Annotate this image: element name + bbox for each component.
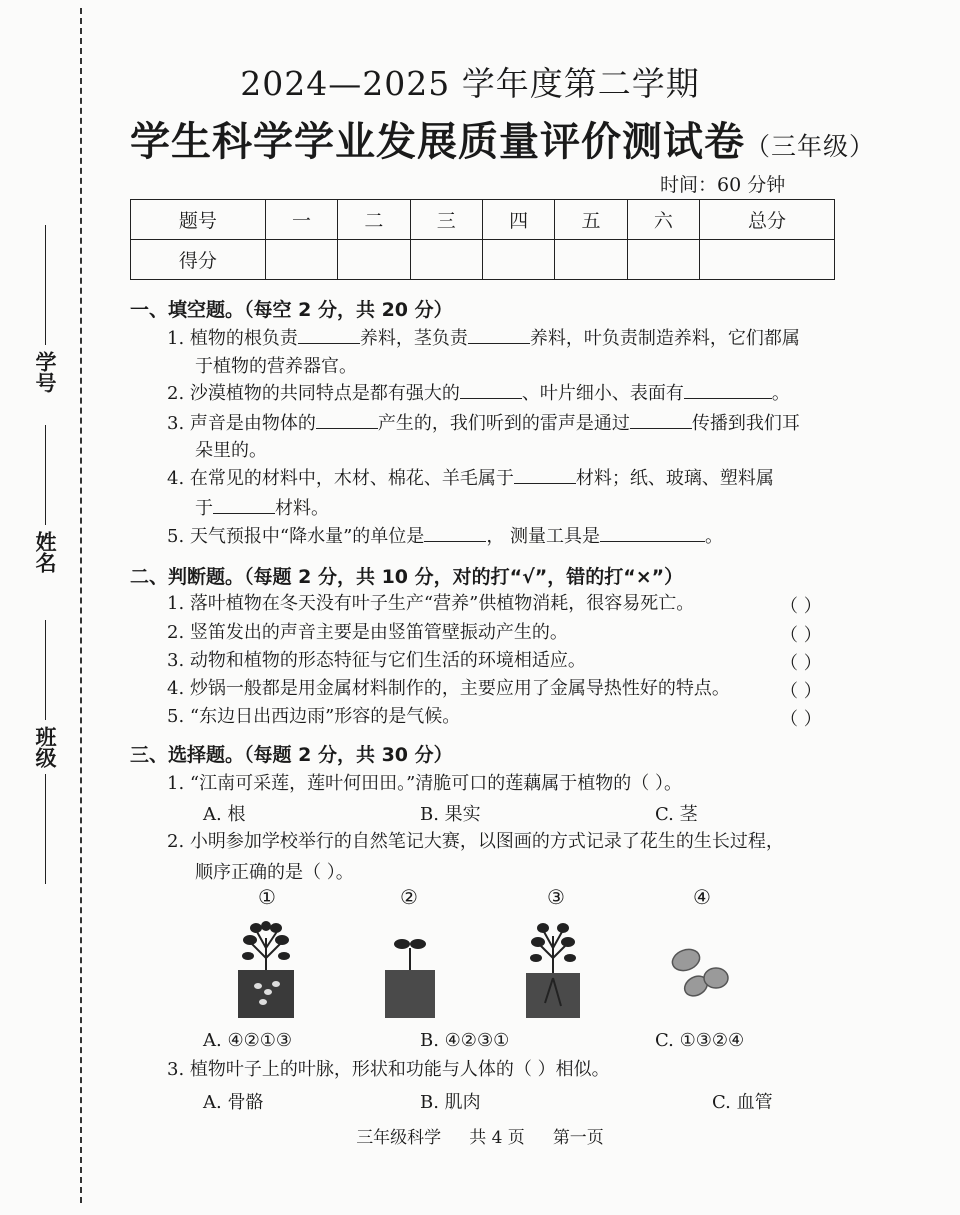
score-cell[interactable] xyxy=(627,240,699,280)
score-cell[interactable] xyxy=(338,240,410,280)
footer-page-number: 第一页 xyxy=(552,1128,604,1148)
grade-label: （三年级） xyxy=(745,132,876,161)
student-id-label: 学号 xyxy=(33,351,57,393)
option-a[interactable]: A. 根 xyxy=(203,804,246,825)
score-label-cell: 得分 xyxy=(131,240,266,280)
option-a[interactable]: A. 骨骼 xyxy=(203,1092,264,1113)
peanut-plant-flowering-image xyxy=(525,918,581,1020)
choice-question-3: 3. 植物叶子上的叶脉，形状和功能与人体的（ ）相似。 xyxy=(167,1059,610,1080)
answer-blank[interactable] xyxy=(514,465,576,484)
figure-number: ① xyxy=(258,885,276,909)
figure-number: ② xyxy=(400,885,418,909)
footer-subject: 三年级科学 xyxy=(356,1128,442,1148)
header-cell: 题号 xyxy=(131,200,266,240)
exam-term-title: 2024—2025 学年度第二学期 xyxy=(240,64,700,103)
header-cell: 五 xyxy=(555,200,627,240)
fill-question-5: 5. 天气预报中“降水量”的单位是 ， 测量工具是 。 xyxy=(167,523,723,549)
student-id-field xyxy=(30,225,60,399)
judge-question: 1. 落叶植物在冬天没有叶子生产“营养”供植物消耗，很容易死亡。 xyxy=(167,593,695,614)
choice-question-2: 2. 小明参加学校举行的自然笔记大赛，以图画的方式记录了花生的生长过程， xyxy=(167,831,784,852)
option-b[interactable]: B. ④②③① xyxy=(420,1030,510,1051)
answer-blank[interactable] xyxy=(684,380,772,399)
section-choice-heading: 三、选择题。（每题 2 分，共 30 分） xyxy=(130,744,453,766)
option-a[interactable]: A. ④②①③ xyxy=(203,1030,292,1051)
name-field xyxy=(30,425,60,579)
page-footer xyxy=(0,1123,960,1148)
judge-question: 4. 炒锅一般都是用金属材料制作的，主要应用了金属导热性好的特点。 xyxy=(167,678,730,699)
answer-blank[interactable] xyxy=(468,325,530,344)
answer-parens[interactable]: （ ） xyxy=(780,596,822,617)
score-table-header-row xyxy=(131,200,835,240)
peanut-seedling-image xyxy=(384,930,436,1020)
choice-question-1: 1. “江南可采莲，莲叶何田田。”清脆可口的莲藕属于植物的（ ）。 xyxy=(167,773,683,794)
class-label: 班级 xyxy=(33,726,57,768)
judge-question: 5. “东边日出西边雨”形容的是气候。 xyxy=(167,706,461,727)
fill-question-2: 2. 沙漠植物的共同特点是都有强大的 、叶片细小、表面有 。 xyxy=(167,380,790,406)
answer-blank[interactable] xyxy=(316,410,378,429)
section-fill-blank-heading: 一、填空题。（每空 2 分，共 20 分） xyxy=(130,299,453,321)
header-cell: 总分 xyxy=(700,200,835,240)
fill-question-1-cont: 于植物的营养器官。 xyxy=(195,356,357,377)
score-cell[interactable] xyxy=(482,240,554,280)
answer-blank[interactable] xyxy=(213,495,275,514)
answer-blank[interactable] xyxy=(600,523,705,542)
header-cell: 一 xyxy=(265,200,337,240)
fill-question-4: 4. 在常见的材料中，木材、棉花、羊毛属于 材料；纸、玻璃、塑料属 xyxy=(167,465,774,491)
peanut-plant-mature-image xyxy=(236,918,296,1020)
figure-number: ④ xyxy=(693,885,711,909)
footer-total-pages: 共 4 页 xyxy=(469,1128,525,1148)
judge-question: 2. 竖笛发出的声音主要是由竖笛管壁振动产生的。 xyxy=(167,622,568,643)
figure-number: ③ xyxy=(547,885,565,909)
header-cell: 三 xyxy=(410,200,482,240)
answer-blank[interactable] xyxy=(298,325,360,344)
answer-parens[interactable]: （ ） xyxy=(780,653,822,674)
fill-question-4-cont: 于 材料。 xyxy=(195,494,329,520)
choice-question-2-cont: 顺序正确的是（ ）。 xyxy=(195,862,354,883)
header-cell: 二 xyxy=(338,200,410,240)
class-field xyxy=(30,620,60,884)
answer-parens[interactable]: （ ） xyxy=(780,625,822,646)
judge-question: 3. 动物和植物的形态特征与它们生活的环境相适应。 xyxy=(167,650,586,671)
answer-parens[interactable]: （ ） xyxy=(780,709,822,730)
score-cell[interactable] xyxy=(410,240,482,280)
answer-blank[interactable] xyxy=(460,380,522,399)
section-true-false-heading: 二、判断题。（每题 2 分，共 10 分，对的打“√”，错的打“×”） xyxy=(130,566,684,588)
exam-title: 学生科学学业发展质量评价测试卷（三年级） xyxy=(130,119,876,165)
name-label: 姓名 xyxy=(33,531,57,573)
fill-question-3-cont: 朵里的。 xyxy=(195,440,267,461)
option-c[interactable]: C. 茎 xyxy=(655,804,698,825)
option-b[interactable]: B. 肌肉 xyxy=(420,1092,481,1113)
answer-blank[interactable] xyxy=(630,410,692,429)
score-table xyxy=(130,199,835,280)
fill-question-3: 3. 声音是由物体的 产生的，我们听到的雷声是通过 传播到我们耳 xyxy=(167,410,800,436)
header-cell: 四 xyxy=(482,200,554,240)
option-c[interactable]: C. ①③②④ xyxy=(655,1030,745,1051)
binding-dashed-line xyxy=(80,8,82,1203)
fill-question-1: 1. 植物的根负责 养料，茎负责 养料，叶负责制造养料，它们都属 xyxy=(167,325,800,351)
header-cell: 六 xyxy=(627,200,699,240)
answer-blank[interactable] xyxy=(424,523,486,542)
option-c[interactable]: C. 血管 xyxy=(712,1092,773,1113)
score-cell[interactable] xyxy=(555,240,627,280)
answer-parens[interactable]: （ ） xyxy=(780,681,822,702)
peanut-seeds-image xyxy=(668,942,732,1002)
score-table-score-row xyxy=(131,240,835,280)
score-cell[interactable] xyxy=(265,240,337,280)
exam-time: 时间：60 分钟 xyxy=(660,174,786,196)
score-cell[interactable] xyxy=(700,240,835,280)
option-b[interactable]: B. 果实 xyxy=(420,804,481,825)
